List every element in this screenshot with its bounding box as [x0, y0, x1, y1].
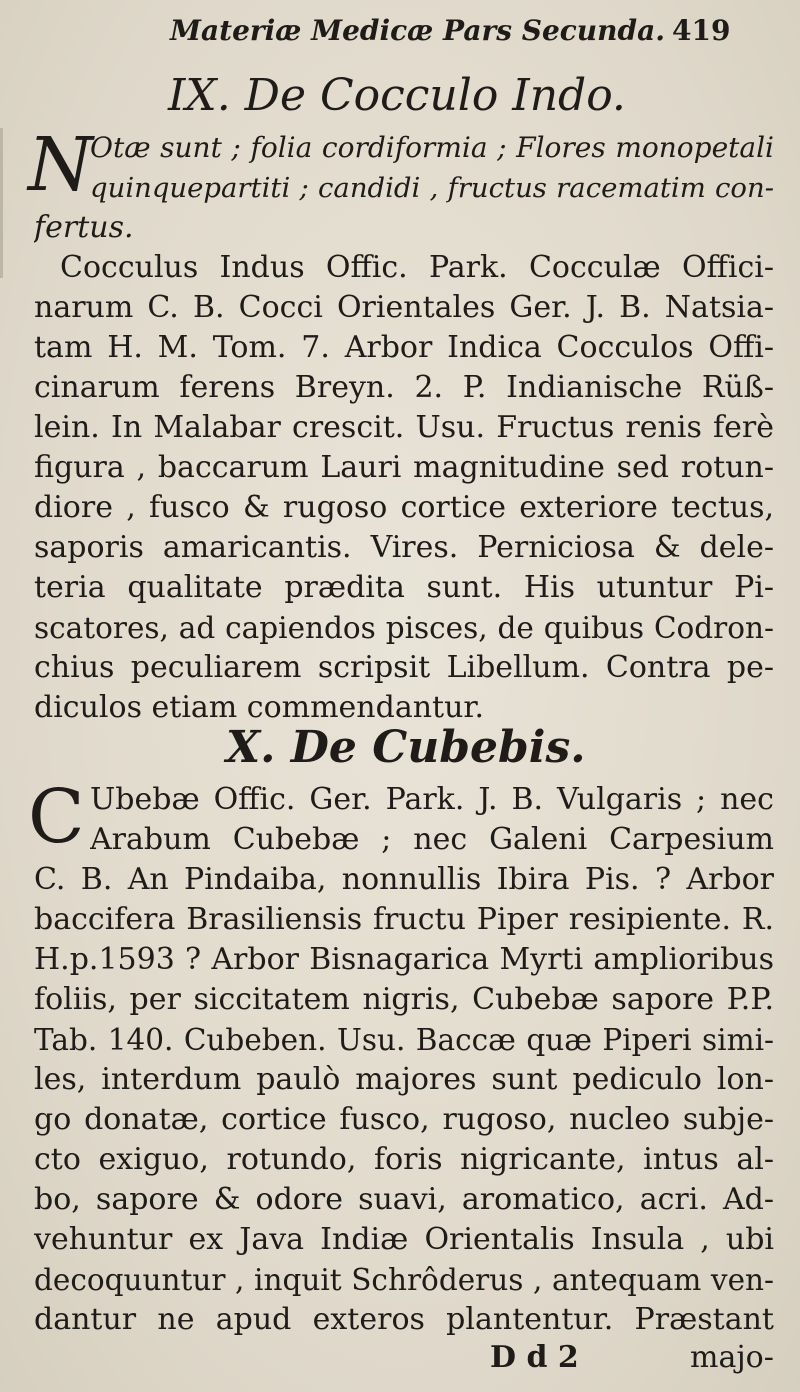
text-line: Tab. 140. Cubeben. Usu. Baccæ quæ Piperi simi-: [34, 1023, 774, 1057]
text-line: diore , fusco & rugoso cortice exteriore tectus,: [34, 490, 774, 525]
text-line: figura , baccarum Lauri magnitudine sed rotun-: [34, 450, 774, 485]
text-line: diculos etiam commendantur.: [34, 690, 484, 725]
text-line: Otæ sunt ; folia cordiformia ; Flores monopetali: [90, 131, 774, 164]
text-line: Ubebæ Offic. Ger. Park. J. B. Vulgaris ; nec: [90, 782, 774, 817]
text-line: les, interdum paulò majores sunt pediculo lon-: [34, 1062, 774, 1097]
text-line: H.p.1593 ? Arbor Bisnagarica Myrti amplioribus: [34, 942, 774, 977]
drop-cap-n: N: [28, 122, 93, 208]
text-line: cto exiguo, rotundo, foris nigricante, intus al-: [34, 1142, 774, 1177]
text-line: teria qualitate prædita sunt. His utuntur Pi-: [34, 570, 774, 605]
text-line: C. B. An Pindaiba, nonnullis Ibira Pis. ? Arbor: [34, 862, 774, 897]
text-line: narum C. B. Cocci Orientales Ger. J. B. Natsia-: [34, 290, 774, 325]
text-line: Arabum Cubebæ ; nec Galeni Carpesium: [90, 822, 774, 857]
text-line: foliis, per siccitatem nigris, Cubebæ sapore P.P.: [34, 982, 774, 1017]
section-heading-cubebis: X. De Cubebis.: [226, 722, 586, 773]
text-line: dantur ne apud exteros plantentur. Præstant: [34, 1302, 774, 1337]
text-line: tam H. M. Tom. 7. Arbor Indica Cocculos Offi-: [34, 330, 774, 365]
page-number: 419: [672, 14, 731, 47]
signature-mark: D d 2: [490, 1340, 579, 1375]
text-line: quinquepartiti ; candidi , fructus racematim con-: [90, 172, 774, 204]
text-line: baccifera Brasiliensis fructu Piper resipiente. R.: [34, 902, 774, 937]
text-line: chius peculiarem scripsit Libellum. Contra pe-: [34, 650, 774, 685]
text-line: scatores, ad capiendos pisces, de quibus Codron-: [34, 611, 774, 645]
running-head: Materiæ Medicæ Pars Secunda.: [170, 14, 665, 47]
text-line: fertus.: [34, 210, 134, 245]
text-line: go donatæ, cortice fusco, rugoso, nucleo subje-: [34, 1102, 774, 1137]
text-line: cinarum ferens Breyn. 2. P. Indianische Rüß-: [34, 370, 774, 405]
section-heading-cocculo: IX. De Cocculo Indo.: [168, 70, 626, 121]
drop-cap-c: C: [28, 774, 85, 860]
text-line: vehuntur ex Java Indiæ Orientalis Insula , ubi: [34, 1222, 774, 1257]
text-line: decoquuntur , inquit Schrôderus , antequam ven-: [34, 1263, 774, 1297]
text-line: Cocculus Indus Offic. Park. Cocculæ Offici-: [60, 250, 774, 285]
text-line: lein. In Malabar crescit. Usu. Fructus renis ferè: [34, 410, 774, 445]
text-line: saporis amaricantis. Vires. Perniciosa & dele-: [34, 530, 774, 565]
text-line: bo, sapore & odore suavi, aromatico, acri. Ad-: [34, 1182, 774, 1217]
catchword: majo-: [690, 1340, 774, 1375]
margin-bracket: [0, 128, 3, 278]
